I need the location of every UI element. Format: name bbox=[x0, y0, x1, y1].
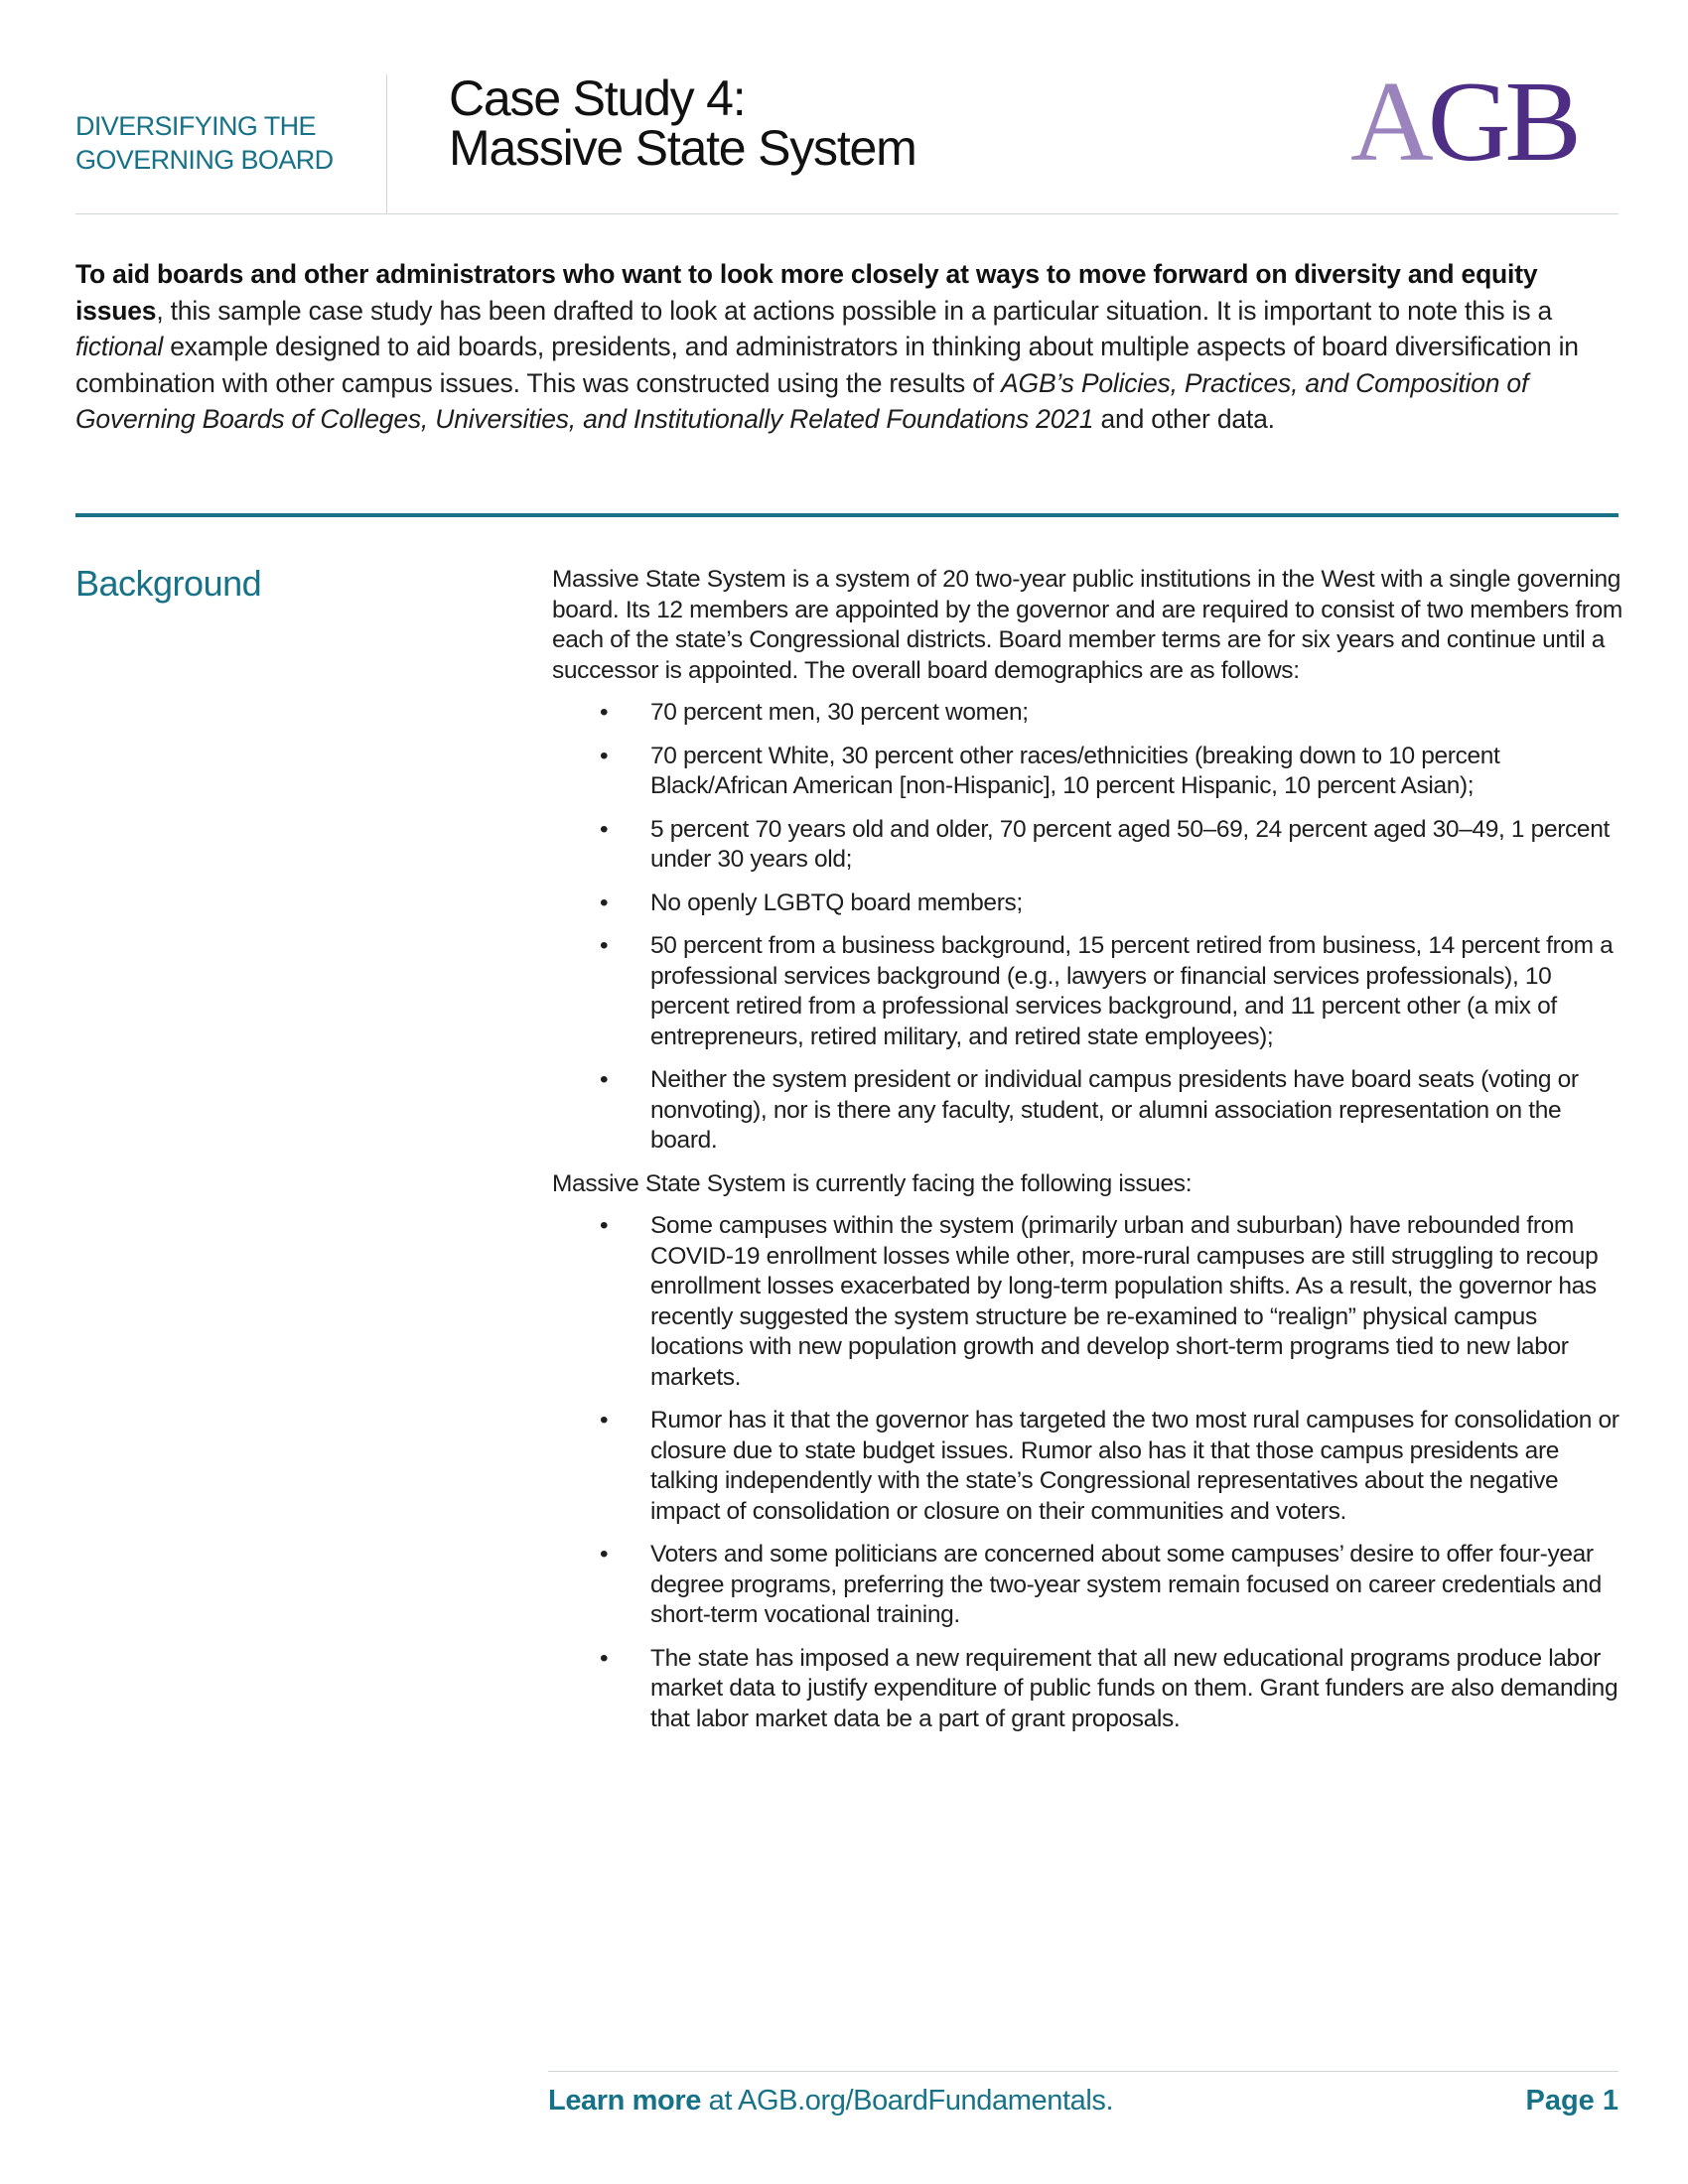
series-label-line-2: GOVERNING BOARD bbox=[75, 145, 334, 175]
list-item-text: 5 percent 70 years old and older, 70 percent aged 50–69, 24 percent aged 30–49, 1 percent under 30 years old; bbox=[650, 815, 1610, 873]
page-title bbox=[449, 70, 916, 176]
list-item bbox=[552, 698, 1624, 729]
page-title-line-2: Massive State System bbox=[449, 120, 916, 176]
series-label-line-1: DIVERSIFYING THE bbox=[75, 111, 316, 141]
page-title-line-1: Case Study 4: bbox=[449, 70, 746, 126]
footer-divider bbox=[548, 2071, 1618, 2072]
list-item bbox=[552, 931, 1624, 1052]
bullet-icon: • bbox=[600, 742, 609, 769]
intro-text-1: , this sample case study has been drafted to look at actions possible in a particular situation. It is important to note this is a bbox=[156, 295, 1553, 326]
intro-text-3: and other data. bbox=[1093, 404, 1275, 434]
background-body bbox=[552, 565, 1624, 1734]
series-label bbox=[75, 109, 373, 177]
intro-italic-report-title: AGB’s Policies, Practices, and Composition of Governing Boards of Colleges, Universities, and Institutionally Related Foundations 2021 bbox=[75, 367, 1529, 434]
background-paragraph-2: Massive State System is currently facing the following issues: bbox=[552, 1169, 1193, 1197]
logo-letter-a: A bbox=[1350, 59, 1428, 186]
list-item-text: 70 percent White, 30 percent other races/ethnicities (breaking down to 10 percent Black/African American [non-Hispanic], 10 percent Hispanic, 10 percent Asian); bbox=[650, 742, 1500, 799]
list-item bbox=[552, 1211, 1624, 1393]
intro-bold-lead: To aid boards and other administrators who want to look more closely at ways to move forward on diversity and equity issues bbox=[75, 259, 1538, 326]
list-item-text: 70 percent men, 30 percent women; bbox=[650, 699, 1029, 726]
learn-more-bold: Learn more bbox=[548, 2085, 701, 2116]
learn-more-link[interactable] bbox=[548, 2083, 1113, 2118]
header-divider bbox=[75, 213, 1618, 214]
list-item-text: Neither the system president or individual campus presidents have board seats (voting or nonvoting), nor is there any faculty, student, or alumni association representation on the board. bbox=[650, 1066, 1579, 1154]
issues-list bbox=[552, 1211, 1624, 1734]
header-vertical-divider bbox=[386, 74, 387, 213]
list-item bbox=[552, 1540, 1624, 1631]
list-item bbox=[552, 1406, 1624, 1527]
bullet-icon: • bbox=[600, 1541, 609, 1568]
bullet-icon: • bbox=[600, 1066, 609, 1093]
section-heading-background: Background bbox=[75, 563, 262, 604]
bullet-icon: • bbox=[600, 699, 609, 726]
list-item-text: The state has imposed a new requirement that all new educational programs produce labor market data to justify expenditure of public funds on them. Grant funders are also demanding that labor market data be a part of grant proposals. bbox=[650, 1644, 1618, 1732]
list-item-text: Voters and some politicians are concerned about some campuses’ desire to offer four-year degree programs, preferring the two-year system remain focused on career credentials and short-term vocational training. bbox=[650, 1541, 1602, 1628]
bullet-icon: • bbox=[600, 1212, 609, 1239]
list-item-text: Some campuses within the system (primarily urban and suburban) have rebounded from COVID-19 enrollment losses while other, more-rural campuses are still struggling to recoup enrollment losses exacerbated by long-term population shifts. As a result, the governor has recently suggested the system structure be re-examined to “realign” physical campus locations with new population growth and develop short-term programs tied to new labor markets. bbox=[650, 1212, 1599, 1391]
bullet-icon: • bbox=[600, 1644, 609, 1672]
bullet-icon: • bbox=[600, 815, 609, 843]
intro-paragraph bbox=[75, 256, 1624, 438]
background-paragraph-1: Massive State System is a system of 20 two-year public institutions in the West with a single governing board. Its 12 members are appointed by the governor and are required to consist of two members from each of the state’s Congressional districts. Board member terms are for six years and continue until a successor is appointed. The overall board demographics are as follows: bbox=[552, 566, 1622, 684]
list-item bbox=[552, 1065, 1624, 1157]
page-number: Page 1 bbox=[1525, 2085, 1618, 2116]
demographics-list bbox=[552, 698, 1624, 1157]
bullet-icon: • bbox=[600, 932, 609, 959]
list-item bbox=[552, 888, 1624, 919]
list-item bbox=[552, 742, 1624, 802]
bullet-icon: • bbox=[600, 888, 609, 916]
intro-text-2: example designed to aid boards, presidents, and administrators in thinking about multiple aspects of board diversification in combination with other campus issues. This was constructed using the results of bbox=[75, 332, 1579, 398]
list-item bbox=[552, 1644, 1624, 1735]
bullet-icon: • bbox=[600, 1407, 609, 1433]
list-item-text: Rumor has it that the governor has targeted the two most rural campuses for consolidation or closure due to state budget issues. Rumor also has it that those campus presidents are talking independently with the state’s Congressional representatives about the negative impact of consolidation or closure on their communities and voters. bbox=[650, 1407, 1619, 1525]
list-item-text: No openly LGBTQ board members; bbox=[650, 888, 1023, 916]
list-item bbox=[552, 815, 1624, 876]
list-item-text: 50 percent from a business background, 15 percent retired from business, 14 percent from a professional services background (e.g., lawyers or financial services professionals), 10 percent retired from a professional services background, and 11 percent other (a mix of entrepreneurs, retired military, and retired state employees); bbox=[650, 932, 1614, 1050]
agb-logo bbox=[1350, 59, 1576, 186]
logo-letters-gb: GB bbox=[1427, 59, 1576, 186]
learn-more-url: at AGB.org/BoardFundamentals. bbox=[700, 2085, 1114, 2116]
intro-divider bbox=[75, 513, 1618, 517]
intro-italic-fictional: fictional bbox=[75, 332, 164, 361]
